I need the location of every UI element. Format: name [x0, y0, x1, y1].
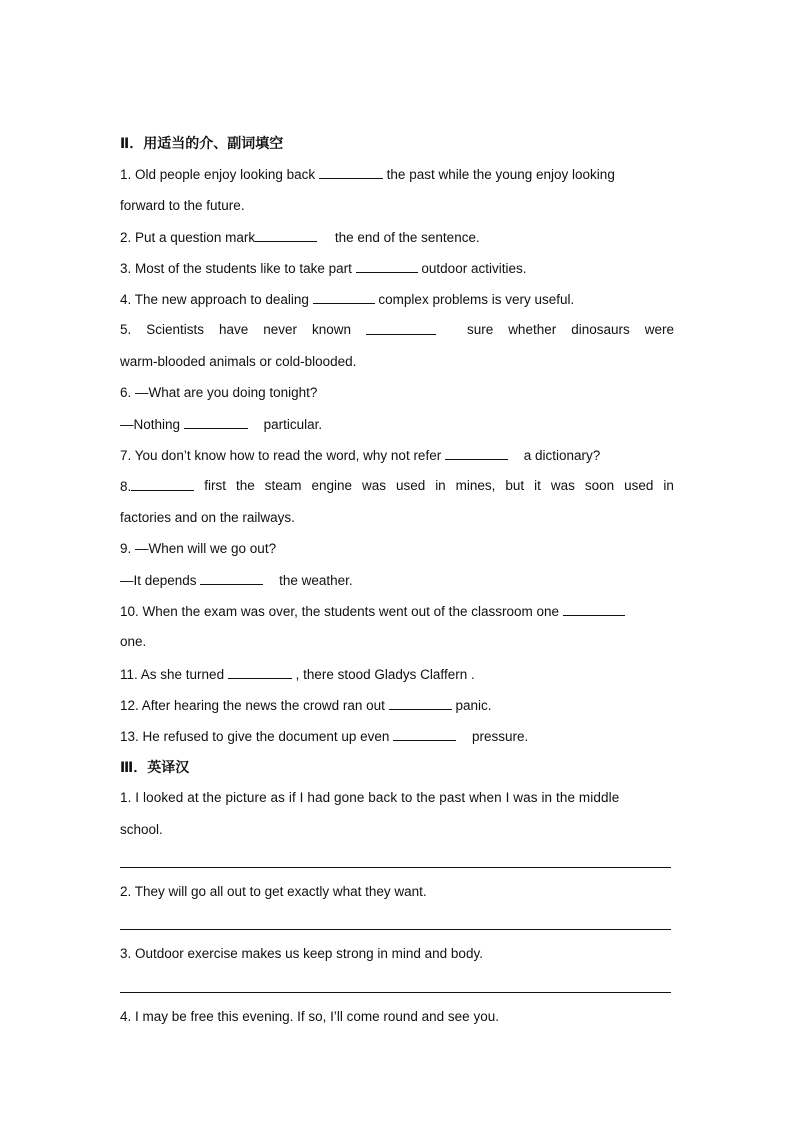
answer-line-1[interactable]	[120, 867, 671, 868]
q8-word: in	[435, 478, 446, 493]
section2-heading: Ⅱ．用适当的介、副词填空	[120, 135, 284, 151]
q8-word: used	[395, 478, 426, 493]
q1-text-b: the past while the young enjoy looking	[386, 167, 615, 182]
q9-text-c: the weather.	[279, 573, 353, 588]
q6-blank[interactable]	[184, 414, 248, 429]
q5-blank[interactable]	[366, 320, 436, 335]
question-6-reply	[120, 414, 674, 435]
q4-text-b: complex problems is very useful.	[378, 292, 575, 307]
q8-word: but	[505, 478, 525, 493]
q10-blank[interactable]	[563, 601, 625, 616]
q8-word: used	[624, 478, 654, 493]
q4-text-a: 4. The new approach to dealing	[120, 292, 309, 307]
question-7	[120, 445, 674, 466]
q8-number: 8.	[120, 479, 132, 494]
q4-blank[interactable]	[313, 289, 375, 304]
q8-word: in	[663, 478, 674, 493]
question-8	[120, 476, 674, 497]
q7-text-a: 7. You don’t know how to read the word, why not refer	[120, 448, 442, 463]
t1-text-b: school.	[120, 822, 163, 837]
q9-text-b: —It depends	[120, 573, 197, 588]
q5-word: were	[644, 322, 674, 337]
question-10	[120, 601, 674, 622]
q12-text-a: 12. After hearing the news the crowd ran out	[120, 698, 385, 713]
t4-text: 4. I may be free this evening. If so, I’ll come round and see you.	[120, 1009, 499, 1024]
q8-word: it	[534, 478, 541, 493]
q5-word: have	[218, 322, 249, 337]
question-11	[120, 664, 674, 685]
q11-text-a: 11. As she turned	[120, 667, 225, 682]
q2-text-a: 2. Put a question mark	[120, 230, 256, 245]
q5-word: dinosaurs	[571, 322, 630, 337]
q11-text-b: , there stood Gladys Claffern .	[295, 667, 475, 682]
q7-text-b: a dictionary?	[523, 448, 601, 463]
q11-blank[interactable]	[228, 664, 292, 679]
q8-word: was	[361, 478, 386, 493]
q5-word: known	[311, 322, 352, 337]
q1-text-a: 1. Old people enjoy looking back	[120, 167, 316, 182]
q8-blank[interactable]	[131, 476, 194, 491]
q8-word: engine	[311, 478, 352, 493]
q13-text-a: 13. He refused to give the document up even	[120, 729, 390, 744]
q6-text-a: 6. —What are you doing tonight?	[120, 385, 318, 400]
t2-text: 2. They will go all out to get exactly what they want.	[120, 884, 427, 899]
q8-word: steam	[264, 478, 302, 493]
q8-word: first	[204, 478, 226, 493]
q5-word: whether	[508, 322, 557, 337]
q3-text-b: outdoor activities.	[421, 261, 527, 276]
q9-blank[interactable]	[200, 570, 263, 585]
q5-word: Scientists	[146, 322, 205, 337]
q10-text-a: 10. When the exam was over, the students went out of the classroom one	[120, 604, 559, 619]
question-3	[120, 258, 674, 279]
q9-text-a: 9. —When will we go out?	[120, 541, 277, 556]
q12-text-b: panic.	[455, 698, 492, 713]
q6-text-b: —Nothing	[120, 417, 181, 432]
t3-text: 3. Outdoor exercise makes us keep strong in mind and body.	[120, 946, 483, 961]
question-1	[120, 164, 674, 185]
q8-word: was	[550, 478, 575, 493]
q8-word: soon	[584, 478, 615, 493]
q1-blank[interactable]	[319, 164, 383, 179]
question-4	[120, 289, 674, 310]
q8-text-c: factories and on the railways.	[120, 510, 295, 525]
q10-text-b: one.	[120, 634, 147, 649]
answer-line-3[interactable]	[120, 992, 671, 993]
q13-text-b: pressure.	[471, 729, 529, 744]
section3-heading: Ⅲ．英译汉	[120, 759, 190, 775]
q1-text-c: forward to the future.	[120, 198, 245, 213]
question-13	[120, 726, 674, 747]
question-2	[120, 227, 674, 248]
q2-text-b: the end of the sentence.	[334, 230, 480, 245]
q5-word: never	[263, 322, 298, 337]
q5-word: 5.	[120, 322, 132, 337]
q5-word: sure	[466, 322, 494, 337]
q3-blank[interactable]	[356, 258, 418, 273]
q13-blank[interactable]	[393, 726, 456, 741]
q8-word: mines,	[455, 478, 496, 493]
answer-line-2[interactable]	[120, 929, 671, 930]
question-5	[120, 320, 674, 340]
question-9-reply	[120, 570, 674, 591]
q2-blank[interactable]	[255, 227, 317, 242]
q8-word: the	[235, 478, 255, 493]
q12-blank[interactable]	[389, 695, 452, 710]
question-12	[120, 695, 674, 716]
q5-text-c: warm-blooded animals or cold-blooded.	[120, 354, 357, 369]
q8-lead	[120, 476, 194, 497]
q3-text-a: 3. Most of the students like to take part	[120, 261, 352, 276]
q7-blank[interactable]	[445, 445, 508, 460]
t1-text-a: 1. I looked at the picture as if I had gone back to the past when I was in the middle	[120, 790, 620, 805]
q6-text-c: particular.	[263, 417, 323, 432]
